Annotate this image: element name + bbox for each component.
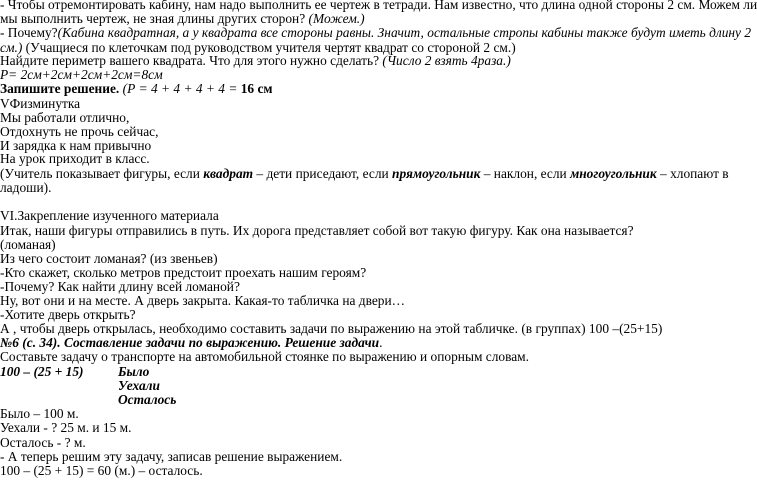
text-line-3: - Почему?(Кабина квадратная, а у квадрата все стороны равны. Значит, остальные стропы кабины также будут иметь длину 2 [0, 25, 752, 41]
text-line-32: - А теперь решим эту задачу, записав решение выражением. [0, 448, 343, 464]
text-line-6: Р= 2см+2см+2см+2см=8см [0, 67, 163, 83]
text-line-2: мы выполнить чертеж, не зная длины других сторон? (Можем.) [0, 11, 365, 27]
text-line-4: см.) (Учащиеся по клеточкам под руководством учителя чертят квадрат со стороной 2 см.) [0, 39, 516, 55]
text-line-22: -Хотите дверь открыть? [0, 306, 136, 322]
text-line-23: А , чтобы дверь открылась, необходимо составить задачи по выражению на этой табличке. (в группах) 100 –(25+15) [0, 321, 663, 336]
text-line-19: -Кто скажет, сколько метров предстоит проехать нашим героям? [0, 265, 367, 281]
poem-line-4: На урок приходит в класс. [0, 151, 150, 167]
task-heading: №6 (с. 34). Составление задачи по выражению. Решение задачи. [0, 335, 383, 351]
heading-zakreplenie: VI.Закрепление изученного материала [0, 208, 219, 224]
poem-line-2: Отдохнуть не прочь сейчас, [0, 123, 159, 139]
text-line-30: Уехали - ? 25 м. и 15 м. [0, 420, 132, 436]
text-line-16: Итак, наши фигуры отправились в путь. Их дорога представляет собой вот такую фигуру. Как она называется? [0, 222, 634, 238]
heading-fizminutka: VФизминутка [0, 95, 81, 111]
text-line-17: (ломаная) [0, 236, 56, 252]
poem-line-1: Мы работали отлично, [0, 109, 130, 125]
text-line-31: Осталось - ? м. [0, 434, 86, 450]
expression-line: 100 – (25 + 15) [0, 363, 84, 379]
text-line-5: Найдите периметр вашего квадрата. Что для этого нужно сделать? (Число 2 взять 4раза.) [0, 52, 511, 68]
text-line-7: Запишите решение. (Р = 4 + 4 + 4 + 4 = 16 см [0, 81, 273, 97]
poem-line-3: И зарядка к нам привычно [0, 138, 152, 154]
text-line-18: Из чего состоит ломаная? (из звеньев) [0, 250, 218, 266]
text-line-14: ладоши). [0, 179, 52, 195]
text-line-1: - Чтобы отремонтировать кабину, нам надо выполнить ее чертеж в тетради. Нам известно, что длина одной стороны 2 см. Можем ли [0, 0, 757, 12]
text-line-29: Было – 100 м. [0, 406, 79, 422]
text-line-21: Ну, вот они и на месте. А дверь закрыта. Какая-то табличка на двери… [0, 292, 406, 308]
text-line-20: -Почему? Как найти длину всей ломаной? [0, 279, 240, 295]
keyword-bylo: Было [118, 363, 150, 379]
text-line-33: 100 – (25 + 15) = 60 (м.) – осталось. [0, 463, 203, 478]
keyword-ostalos: Осталось [118, 392, 177, 407]
keyword-uehali: Уехали [118, 377, 160, 393]
text-line-25: Составьте задачу о транспорте на автомобильной стоянке по выражению и опорным словам. [0, 349, 530, 365]
text-line-13: (Учитель показывает фигуры, если квадрат – дети приседают, если прямоугольник – наклон, если многоугольник – хлопают в [0, 165, 729, 181]
